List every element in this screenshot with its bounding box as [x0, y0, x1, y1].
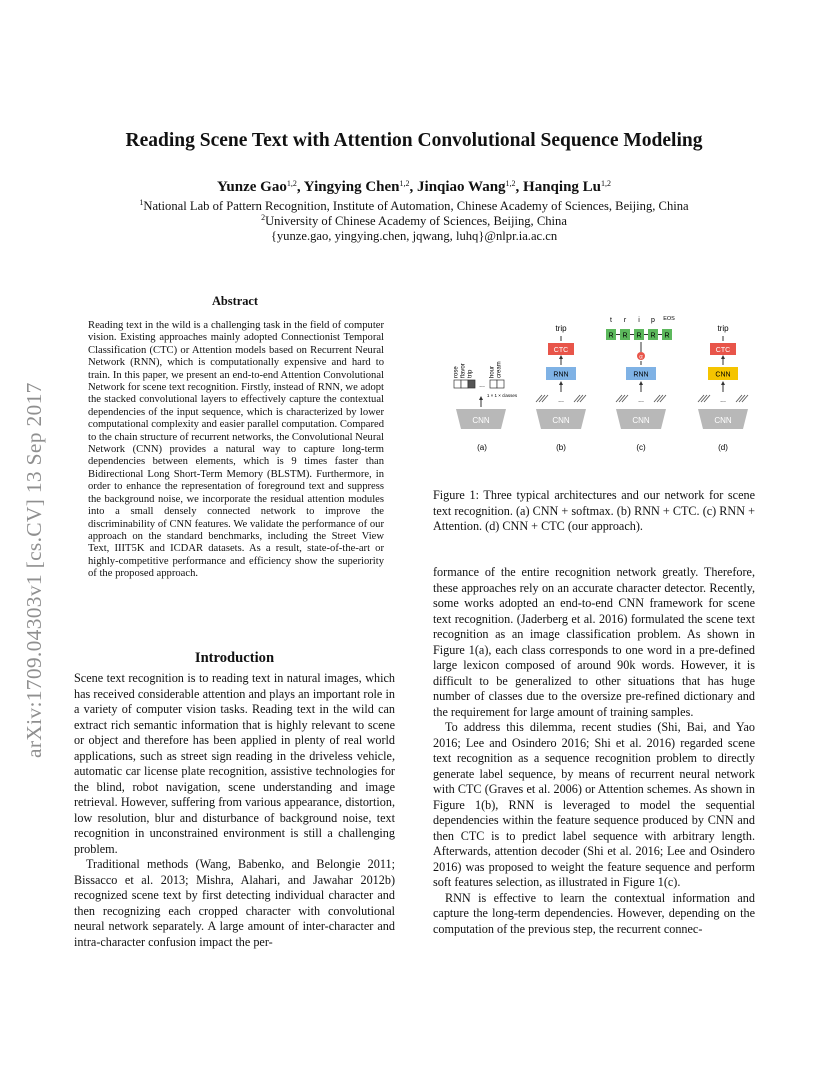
panel-label: (a): [477, 443, 487, 452]
token: i: [638, 317, 640, 324]
token: p: [651, 317, 655, 324]
token: EOS: [663, 316, 675, 322]
ellipsis: ...: [638, 397, 644, 404]
r-label: R: [664, 332, 670, 340]
ellipsis: ...: [558, 397, 564, 404]
arxiv-identifier: arXiv:1709.04303v1 [cs.CV] 13 Sep 2017: [22, 382, 46, 758]
output-word: trip: [717, 324, 729, 333]
panel-d: [698, 324, 748, 452]
affiliation-mark: 1: [139, 198, 144, 207]
author-separator: ,: [515, 179, 524, 195]
cnn-label: CNN: [472, 416, 490, 425]
author-affiliation-mark: 1,2: [286, 179, 297, 188]
rnn-label: RNN: [553, 371, 569, 379]
r-label: R: [650, 332, 656, 340]
introduction-heading: Introduction: [194, 650, 275, 666]
author-separator: ,: [296, 179, 304, 195]
token: r: [623, 317, 627, 324]
ellipsis: ...: [479, 382, 485, 389]
figure-1-diagram: [446, 312, 756, 462]
abstract-text: Reading text in the wild is a challenging task in the field of computer vision. Existing approaches mainly adopted Connectionist Temporal Classification (CTC) or Attention models based on Recurrent Neural Network (RNN), which is computationally expensive and hard to train. In this paper, we present an end-to-end Attention Convolutional Network for scene text recognition. Firstly, instead of RNN, we adopt the stacked convolutional layers to effectively capture the contextual dependencies of the input sequence, which is characterized by lower computational complexity and easier parallel computation. Compared to the chain structure of recurrent networks, the Convolutional Neural Network (CNN) provides a natural way to capture long-term dependencies between elements, which is 9 times faster than Bidirectional Long Short-Term Memory (BLSTM). Furthermore, in order to enhance the representation of foreground text and suppress the background noise, we incorporate the residual attention modules into a small densely connected network to improve the discriminability of CNN features. We validate the performance of our approach on the standard benchmarks, including the Street View Text, IIIT5K and ICDAR datasets. As a result, state-of-the-art or highly-competitive performance and efficiency show the superiority of the proposed approach.: [88, 320, 384, 580]
r-label: R: [636, 332, 642, 340]
affiliation-text: National Lab of Pattern Recognition, Institute of Automation, Chinese Academy of Sciences, Beijing, China: [143, 199, 689, 213]
class-count-label: 1 × 1 × classes: [486, 393, 518, 398]
introduction-body: [74, 671, 395, 950]
panel-label: (b): [556, 443, 566, 452]
body-paragraph: To address this dilemma, recent studies (Shi, Bai, and Yao 2016; Lee and Osindero 2016; Shi et al. 2016) regarded scene text recognition as a sequence recognition problem to directly generate label sequence, by means of recurrent neural network with CTC (Graves et al. 2006) or Attention schemes. As shown in Figure 1(b), RNN is leveraged to model the sequential dependencies within the feature sequence produced by CNN and then CTC is to predict label sequence with arbitrary length. Afterwards, attention decoder (Shi et al. 2016; Lee and Osindero 2016) was proposed to weight the feature sequence and perform soft features selection, as illustrated in Figure 1(c).: [433, 720, 755, 889]
class-word: flavor: [460, 363, 467, 378]
right-column-body: [433, 565, 755, 937]
cnn-label: CNN: [552, 416, 570, 425]
ellipsis: ...: [720, 397, 726, 404]
body-paragraph: RNN is effective to learn the contextual information and capture the long-term dependencies. However, depending on the computation of the previous step, the recurrent connec-: [433, 890, 755, 936]
cnn-label: CNN: [632, 416, 650, 425]
class-word: cream: [496, 361, 503, 378]
author-affiliation-mark: 1,2: [399, 179, 410, 188]
panel-a: [454, 361, 518, 452]
author-emails: {yunze.gao, yingying.chen, jqwang, luhq}@nlpr.ia.ac.cn: [270, 229, 558, 243]
class-word: hour: [489, 365, 496, 378]
class-word: rose: [453, 366, 460, 378]
cnn-label: CNN: [714, 416, 732, 425]
figure-1-caption: Figure 1: Three typical architectures and our network for scene text recognition. (a) CNN + softmax. (b) RNN + CTC. (c) RNN + Attention. (d) CNN + CTC (our approach).: [433, 488, 755, 533]
affiliation-mark: 2: [261, 213, 266, 222]
panel-b: [536, 324, 586, 452]
body-paragraph: formance of the entire recognition network greatly. Therefore, these approaches rely on an accurate character detector. Recently, some works adopted an end-to-end CNN framework for scene text recognition. (Jaderberg et al. 2016) formulated the scene text recognition as an image classification problem. As shown in Figure 1(a), each class corresponds to one word in a pre-defined large lexicon composed of around 90k words. However, it is difficult to be generalized to other situations that has huge number of classes due to the oversize pre-refined dictionary and the requirement for large amount of training samples.: [433, 565, 755, 719]
ctc-label: CTC: [715, 347, 731, 354]
author-affiliation-mark: 1,2: [601, 179, 612, 188]
class-word: trip: [467, 369, 474, 378]
alpha-label: α: [639, 354, 643, 361]
affiliation-2: [0, 214, 828, 229]
abstract-heading: Abstract: [211, 294, 259, 308]
ctc-label: CTC: [553, 347, 569, 354]
author-affiliation-mark: 1,2: [505, 179, 516, 188]
affiliation-text: University of Chinese Academy of Sciences, Beijing, China: [265, 214, 567, 228]
author-name: Jinqiao Wang: [417, 179, 506, 195]
author-list: [0, 179, 828, 196]
panel-label: (c): [636, 443, 646, 452]
r-label: R: [622, 332, 628, 340]
introduction-paragraph: Scene text recognition is to reading text in natural images, which has received considerable attention and plays an important role in a variety of computer vision tasks. Reading text in the wild can extract rich semantic information that is highly relevant to scene or object and therefore has been applied in plenty of real world applications, such as street sign reading in the driveless vehicle, automatic car license plate recognition, assistive technologies for the blind, robot navigation, scene understanding and image retrieval. However, suffering from various appearance, distortion, low resolution, blur and disturbance of background noise, text recognition in unconstrained environment is still a challenging problem.: [74, 671, 395, 856]
introduction-paragraph: Traditional methods (Wang, Babenko, and Belongie 2011; Bissacco et al. 2013; Mishra, Alahari, and Jawahar 2012b) recognized scene text by first detecting individual character and then recognizing each cropped character with convolutional neural network separately. A large amount of inter-character and intra-character confusion impact the per-: [74, 857, 395, 949]
paper-title: Reading Scene Text with Attention Convolutional Sequence Modeling: [125, 130, 703, 151]
author-name: Yunze Gao: [216, 179, 287, 195]
author-name: Yingying Chen: [303, 179, 400, 195]
panel-label: (d): [718, 443, 728, 452]
author-separator: ,: [409, 179, 418, 195]
r-label: R: [608, 332, 614, 340]
affiliation-1: [0, 199, 828, 214]
panel-c: [606, 316, 675, 452]
rnn-label: RNN: [633, 371, 649, 379]
token: t: [610, 317, 612, 324]
author-name: Hanqing Lu: [523, 179, 602, 195]
cnn-label: CNN: [715, 371, 731, 379]
output-word: trip: [555, 324, 567, 333]
